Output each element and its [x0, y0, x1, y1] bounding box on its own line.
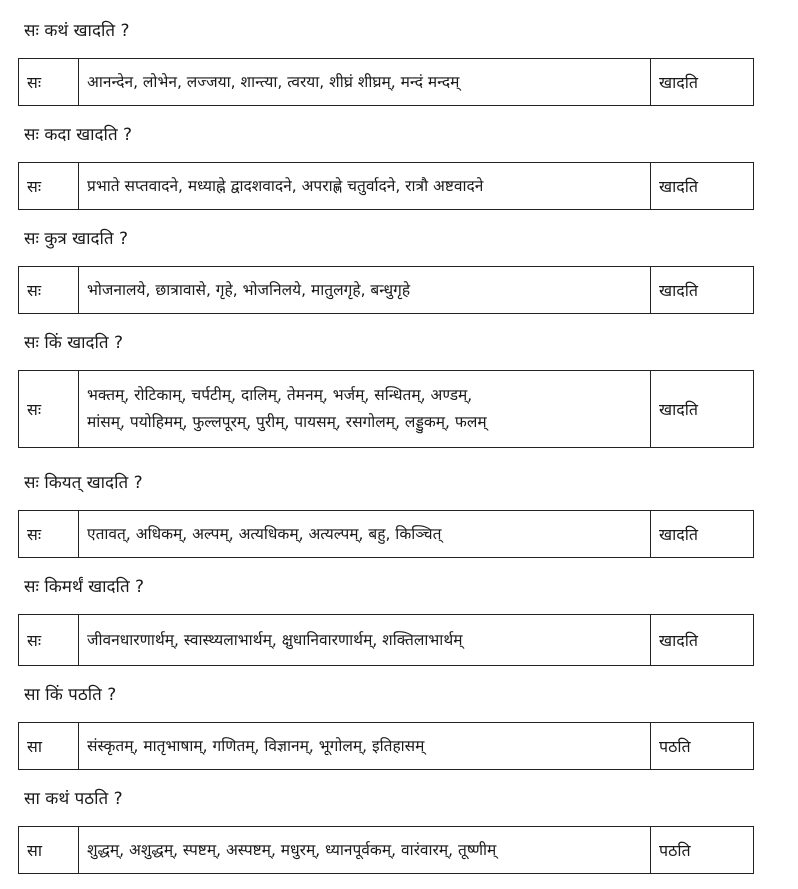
answer-table-row: [18, 58, 754, 106]
options-line: प्रभाते सप्तवादने, मध्याह्ने द्वादशवादने, अपराह्णे चतुर्वादने, रात्रौ अष्टवादने: [87, 176, 484, 195]
question-heading: सा कथं पठति ?: [24, 789, 123, 809]
options-cell: [79, 371, 651, 447]
verb-cell: पठति: [659, 841, 691, 860]
verb-cell: खादति: [659, 177, 698, 196]
answer-table-row: [18, 826, 754, 874]
question-heading: सा किं पठति ?: [24, 685, 117, 705]
answer-table-row: [18, 614, 754, 666]
answer-table-row: [18, 370, 754, 448]
answer-table-row: [18, 266, 754, 314]
options-cell: [79, 615, 651, 665]
options-cell: [79, 827, 651, 873]
subject-cell: सः: [19, 615, 79, 665]
options-line: मांसम्, पयोहिमम्, फुल्लपूरम्, पुरीम्, पायसम्, रसगोलम्, लड्डुकम्, फलम्: [87, 413, 487, 431]
subject-cell: सः: [19, 371, 79, 447]
question-heading: सः कदा खादति ?: [24, 125, 133, 145]
subject-cell: सः: [19, 267, 79, 313]
options-line: एतावत्, अधिकम्, अल्पम्, अत्यधिकम्, अत्यल्पम्, बहु, किञ्चित्: [87, 524, 442, 543]
question-heading: सः कथं खादति ?: [24, 21, 130, 41]
verb-cell: खादति: [659, 631, 698, 650]
subject-cell: सः: [19, 163, 79, 209]
answer-table-row: [18, 162, 754, 210]
options-line: जीवनधारणार्थम्, स्वास्थ्यलाभार्थम्, क्षुधानिवारणार्थम्, शक्तिलाभार्थम्: [87, 630, 463, 649]
options-line: भोजनालये, छात्रावासे, गृहे, भोजनिलये, मातुलगृहे, बन्धुगृहे: [87, 280, 411, 299]
question-heading: सः कियत् खादति ?: [24, 473, 143, 493]
options-cell: [79, 511, 651, 557]
subject-cell: सा: [19, 723, 79, 769]
verb-cell: खादति: [659, 73, 698, 92]
options-cell: [79, 723, 651, 769]
question-heading: सः कुत्र खादति ?: [24, 229, 129, 249]
options-line: संस्कृतम्, मातृभाषाम्, गणितम्, विज्ञानम्, भूगोलम्, इतिहासम्: [87, 736, 425, 755]
options-line: शुद्धम्, अशुद्धम्, स्पष्टम्, अस्पष्टम्, मधुरम्, ध्यानपूर्वकम्, वारंवारम्, तूष्णीम्: [87, 840, 497, 859]
options-cell: [79, 59, 651, 105]
subject-cell: सः: [19, 511, 79, 557]
verb-cell: खादति: [659, 400, 698, 419]
options-line: आनन्देन, लोभेन, लज्जया, शान्त्या, त्वरया, शीघ्रं शीघ्रम्, मन्दं मन्दम्: [87, 72, 460, 91]
options-cell: [79, 163, 651, 209]
question-heading: सः किमर्थं खादति ?: [24, 577, 145, 597]
question-heading: सः किं खादति ?: [24, 333, 124, 353]
answer-table-row: [18, 722, 754, 770]
verb-cell: पठति: [659, 737, 691, 756]
subject-cell: सा: [19, 827, 79, 873]
subject-cell: सः: [19, 59, 79, 105]
options-line: भक्तम्, रोटिकाम्, चर्पटीम्, दालिम्, तेमनम्, भर्जम्, सन्धितम्, अण्डम्,: [87, 386, 473, 404]
answer-table-row: [18, 510, 754, 558]
options-cell: [79, 267, 651, 313]
verb-cell: खादति: [659, 525, 698, 544]
verb-cell: खादति: [659, 281, 698, 300]
